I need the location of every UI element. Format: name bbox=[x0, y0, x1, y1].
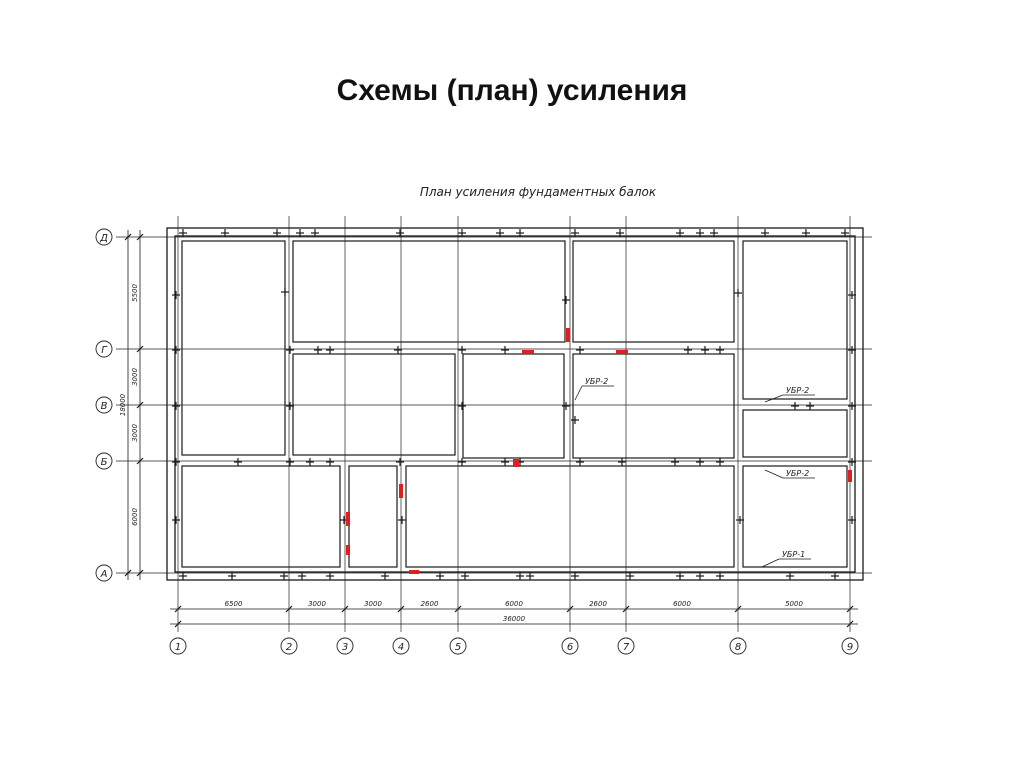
room-panels bbox=[182, 241, 847, 567]
red-reinforcement-mark bbox=[409, 570, 419, 574]
column-axis-label: 9 bbox=[846, 642, 854, 653]
dimension-value: 3000 bbox=[308, 600, 326, 608]
dimension-value: 6000 bbox=[505, 600, 523, 608]
column-axis-label: 3 bbox=[341, 642, 349, 653]
column-axis-label: 8 bbox=[734, 642, 742, 653]
panel bbox=[743, 410, 847, 457]
panel bbox=[463, 354, 564, 458]
red-reinforcement-mark bbox=[848, 470, 852, 482]
dimension-value: 6500 bbox=[224, 600, 243, 608]
column-axis-markers bbox=[170, 638, 858, 654]
dimension-value: 2600 bbox=[420, 600, 439, 608]
panel bbox=[743, 241, 847, 399]
callout-leader bbox=[575, 386, 582, 400]
dimension-value: 3000 bbox=[364, 600, 382, 608]
dimension-value: 6000 bbox=[673, 600, 691, 608]
dimension-value: 5500 bbox=[131, 284, 139, 302]
reinforcement-marks bbox=[172, 229, 856, 580]
red-reinforcement-mark bbox=[522, 350, 534, 354]
red-reinforcement-mark bbox=[346, 545, 350, 555]
row-axis-label: Г bbox=[101, 345, 107, 356]
column-axis-label: 7 bbox=[622, 642, 630, 653]
slide-title: Схемы (план) усиления bbox=[336, 74, 688, 107]
red-reinforcement-mark bbox=[513, 459, 519, 467]
inner-wall bbox=[175, 236, 855, 572]
panel bbox=[182, 466, 340, 567]
red-reinforcement-mark bbox=[399, 484, 403, 498]
dimension-value: 3000 bbox=[131, 424, 139, 442]
column-axis-label: 2 bbox=[285, 642, 293, 653]
callout-label: УБР-2 bbox=[585, 377, 609, 386]
dimension-value: 2600 bbox=[589, 600, 607, 608]
panel bbox=[573, 354, 734, 458]
column-axis-label: 5 bbox=[454, 642, 462, 653]
panel bbox=[349, 466, 397, 567]
row-axis-label: Б bbox=[100, 457, 108, 468]
dimension-total: 18000 bbox=[119, 393, 127, 417]
drawing-title: План усиления фундаментных балок bbox=[419, 185, 657, 199]
row-axis-markers bbox=[96, 229, 112, 581]
red-reinforcement-mark bbox=[566, 328, 570, 342]
panel bbox=[182, 241, 285, 455]
dimension-value: 3000 bbox=[131, 368, 139, 386]
red-reinforcement-mark bbox=[346, 512, 350, 526]
row-axis-label: В bbox=[100, 401, 108, 412]
axis-lines bbox=[116, 216, 872, 632]
red-reinforcement-marks bbox=[346, 328, 852, 574]
callout-label: УБР-2 bbox=[786, 386, 810, 395]
row-axis-label: Д bbox=[100, 233, 108, 244]
dimension-total: 36000 bbox=[502, 615, 526, 623]
callout-label: УБР-2 bbox=[786, 469, 810, 478]
panel bbox=[573, 241, 734, 342]
column-axis-label: 6 bbox=[566, 642, 574, 653]
column-axis-label: 4 bbox=[397, 642, 405, 653]
callout-leader bbox=[762, 559, 779, 567]
dimension-value: 5000 bbox=[785, 600, 803, 608]
reinforcement-callouts bbox=[575, 377, 815, 567]
row-axis-label: А bbox=[100, 569, 108, 580]
panel bbox=[293, 241, 565, 342]
panel bbox=[293, 354, 455, 455]
dimension-value: 6000 bbox=[131, 508, 139, 526]
callout-leader bbox=[765, 470, 783, 478]
red-reinforcement-mark bbox=[616, 350, 628, 354]
callout-label: УБР-1 bbox=[782, 550, 806, 559]
outer-wall bbox=[167, 228, 863, 580]
column-axis-label: 1 bbox=[174, 642, 182, 653]
